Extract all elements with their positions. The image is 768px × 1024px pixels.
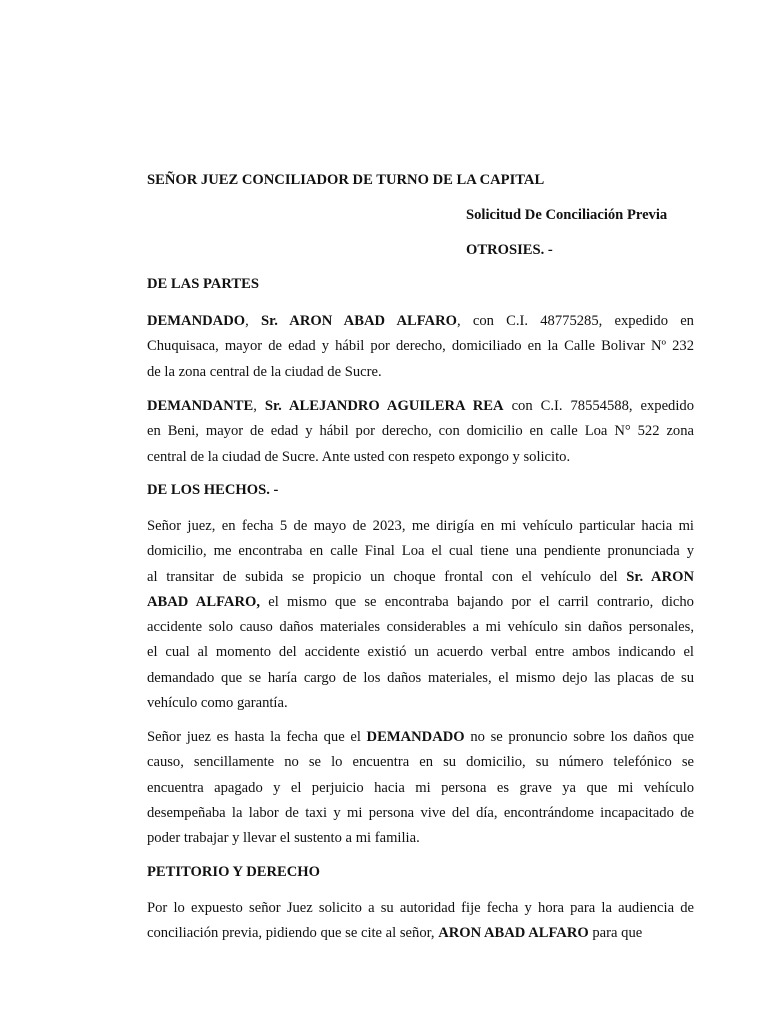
text-run: para que: [588, 925, 643, 942]
text-run: ,: [253, 398, 265, 414]
paragraph-line: [147, 565, 694, 590]
paragraph-line: [147, 309, 694, 334]
paragraph-hechos-2: [147, 725, 694, 851]
paragraph-line: [147, 921, 694, 946]
text-run: el cual al momento del accidente existió un acuerdo verbal entre ambos indicando el: [147, 644, 694, 661]
text-run: Señor juez es hasta la fecha que el: [147, 729, 367, 745]
paragraph-line: [147, 445, 694, 470]
text-run: el mismo que se encontraba bajando por el carril contrario, dicho: [259, 593, 694, 610]
bold-text: DEMANDADO: [147, 313, 246, 329]
text-run: desempeñaba la labor de taxi y mi persona vive del día, encontrándome incapacitado de: [147, 804, 694, 821]
bold-text: Sr. ARON ABAD ALFARO: [260, 313, 457, 329]
bold-text: Sr. ALEJANDRO AGUILERA REA: [264, 398, 504, 414]
section-heading-petitorio: PETITORIO Y DERECHO: [147, 864, 320, 880]
text-run: en Beni, mayor de edad y hábil por derecho, con domicilio en calle Loa N° 522 zona: [147, 423, 694, 440]
text-run: central de la ciudad de Sucre. Ante usted con respeto expongo y solicito.: [147, 448, 571, 465]
text-run: vehículo como garantía.: [147, 695, 288, 712]
bold-text: DEMANDADO: [366, 729, 465, 745]
bold-text: DEMANDANTE: [147, 398, 254, 414]
text-run: Señor juez, en fecha 5 de mayo de 2023, me dirigía en mi vehículo particular hacia mi: [147, 518, 694, 534]
text-run: encuentra apagado y el perjuicio hacia mi persona es grave ya que mi vehículo: [147, 779, 694, 796]
document-title: SEÑOR JUEZ CONCILIADOR DE TURNO DE LA CAPITAL: [147, 172, 545, 188]
text-run: demandado que se haría cargo de los daños materiales, el mismo dejo las placas de su: [147, 669, 694, 686]
text-run: con C.I. 78554588, expedido: [503, 398, 694, 414]
paragraph-line: [147, 590, 694, 615]
paragraph-hechos-1: [147, 514, 694, 716]
paragraph-line: [147, 394, 694, 419]
bold-text: Sr. ARON: [626, 568, 695, 585]
paragraph-line: [147, 776, 694, 801]
text-run: conciliación previa, pidiendo que se cite al señor,: [147, 925, 439, 942]
text-run: domicilio, me encontraba en calle Final Loa el cual tiene una pendiente pronunciada y: [147, 543, 694, 560]
section-heading-partes: DE LAS PARTES: [147, 276, 259, 292]
paragraph-line: [147, 896, 694, 921]
paragraph-line: [147, 826, 694, 851]
text-run: Por lo expuesto señor Juez solicito a su autoridad fije fecha y hora para la audiencia de: [147, 900, 694, 916]
text-run: accidente solo causo daños materiales considerables a mi vehículo sin daños personales,: [147, 619, 694, 636]
text-run: causo, sencillamente no se lo encuentra en su domicilio, su número telefónico se: [147, 754, 694, 771]
document-subject: Solicitud De Conciliación Previa: [466, 207, 668, 223]
text-run: , con C.I. 48775285, expedido en: [456, 313, 694, 329]
text-run: no se pronuncio sobre los daños que: [464, 729, 694, 745]
text-run: poder trabajar y llevar el sustento a mi familia.: [147, 830, 420, 847]
paragraph-line: [147, 725, 694, 750]
paragraph-line: [147, 691, 694, 716]
document-otrosies: OTROSIES. -: [466, 242, 553, 258]
section-heading-hechos: DE LOS HECHOS. -: [147, 482, 279, 498]
text-run: al transitar de subida se propicio un choque frontal con el vehículo del: [147, 568, 627, 585]
paragraph-petitorio-1: [147, 896, 694, 947]
paragraph-line: [147, 360, 694, 385]
bold-text: ABAD ALFARO,: [147, 593, 260, 610]
text-run: ,: [245, 313, 261, 329]
paragraph-line: [147, 801, 694, 826]
paragraph-line: [147, 750, 694, 775]
paragraph-line: [147, 334, 694, 359]
paragraph-line: [147, 539, 694, 564]
bold-text: ARON ABAD ALFARO: [438, 925, 589, 942]
paragraph-demandante: [147, 394, 694, 470]
paragraph-line: [147, 419, 694, 444]
paragraph-demandado: [147, 309, 694, 385]
paragraph-line: [147, 640, 694, 665]
text-run: Chuquisaca, mayor de edad y hábil por derecho, domiciliado en la Calle Bolivar Nº 232: [147, 338, 694, 355]
text-run: de la zona central de la ciudad de Sucre.: [147, 363, 382, 380]
paragraph-line: [147, 615, 694, 640]
paragraph-line: [147, 666, 694, 691]
paragraph-line: [147, 514, 694, 539]
